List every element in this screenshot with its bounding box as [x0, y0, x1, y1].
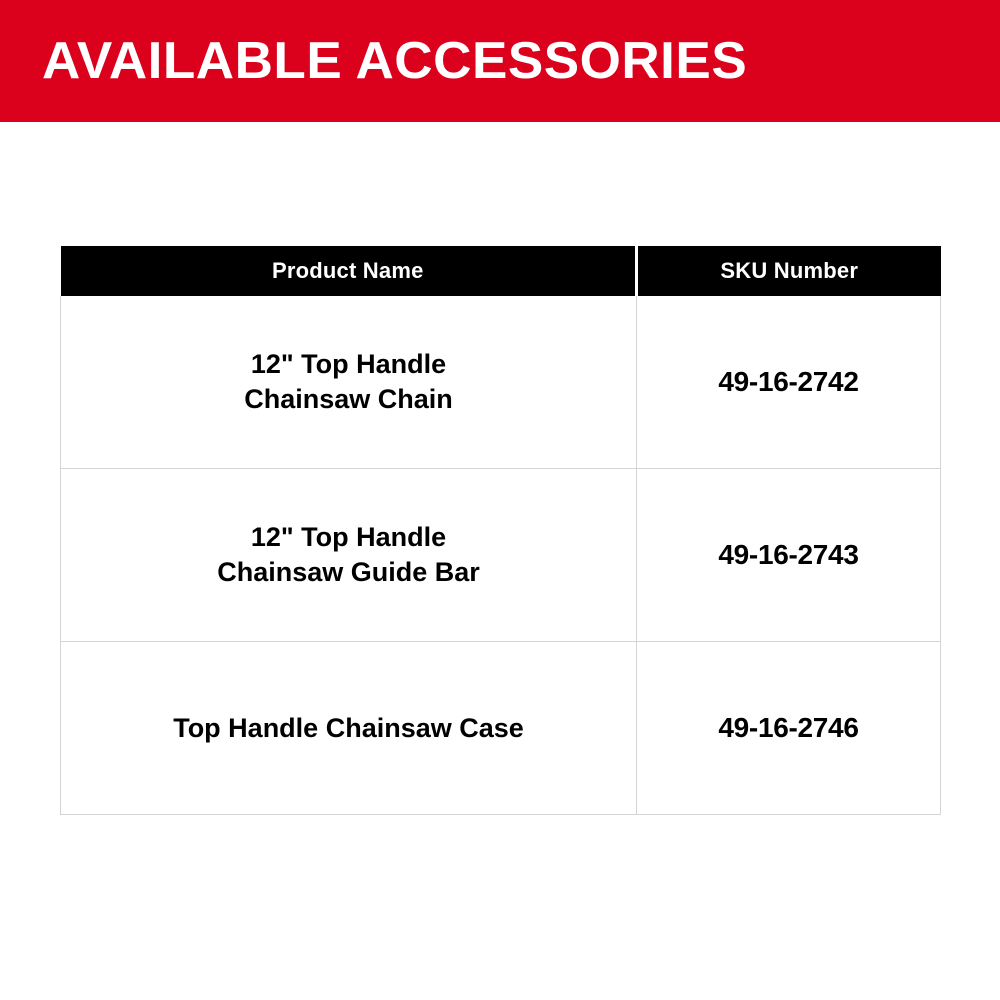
- table-row: [61, 642, 941, 815]
- product-name-line: 12" Top Handle: [250, 349, 447, 380]
- cell-product-name: [61, 469, 637, 642]
- product-name-line: Top Handle Chainsaw Case: [173, 712, 524, 743]
- table-header-row: [61, 246, 941, 296]
- cell-product-name: [61, 642, 637, 815]
- product-name-line: Chainsaw Chain: [244, 384, 453, 414]
- page-title: AVAILABLE ACCESSORIES: [42, 32, 748, 90]
- product-name-line: 12" Top Handle: [250, 522, 447, 553]
- cell-sku-number: 49-16-2743: [637, 469, 941, 642]
- column-header-sku-number: SKU Number: [637, 246, 941, 296]
- table-body: [61, 296, 941, 815]
- cell-sku-number: 49-16-2746: [637, 642, 941, 815]
- cell-product-name: [61, 296, 637, 469]
- table-row: [61, 296, 941, 469]
- cell-sku-number: 49-16-2742: [637, 296, 941, 469]
- column-header-product-name: Product Name: [61, 246, 637, 296]
- table-header: [61, 246, 941, 296]
- accessories-table-wrapper: [60, 246, 940, 815]
- page-banner: [0, 0, 1000, 122]
- product-name-line: Chainsaw Guide Bar: [217, 557, 480, 587]
- accessories-table: [60, 246, 941, 815]
- table-row: [61, 469, 941, 642]
